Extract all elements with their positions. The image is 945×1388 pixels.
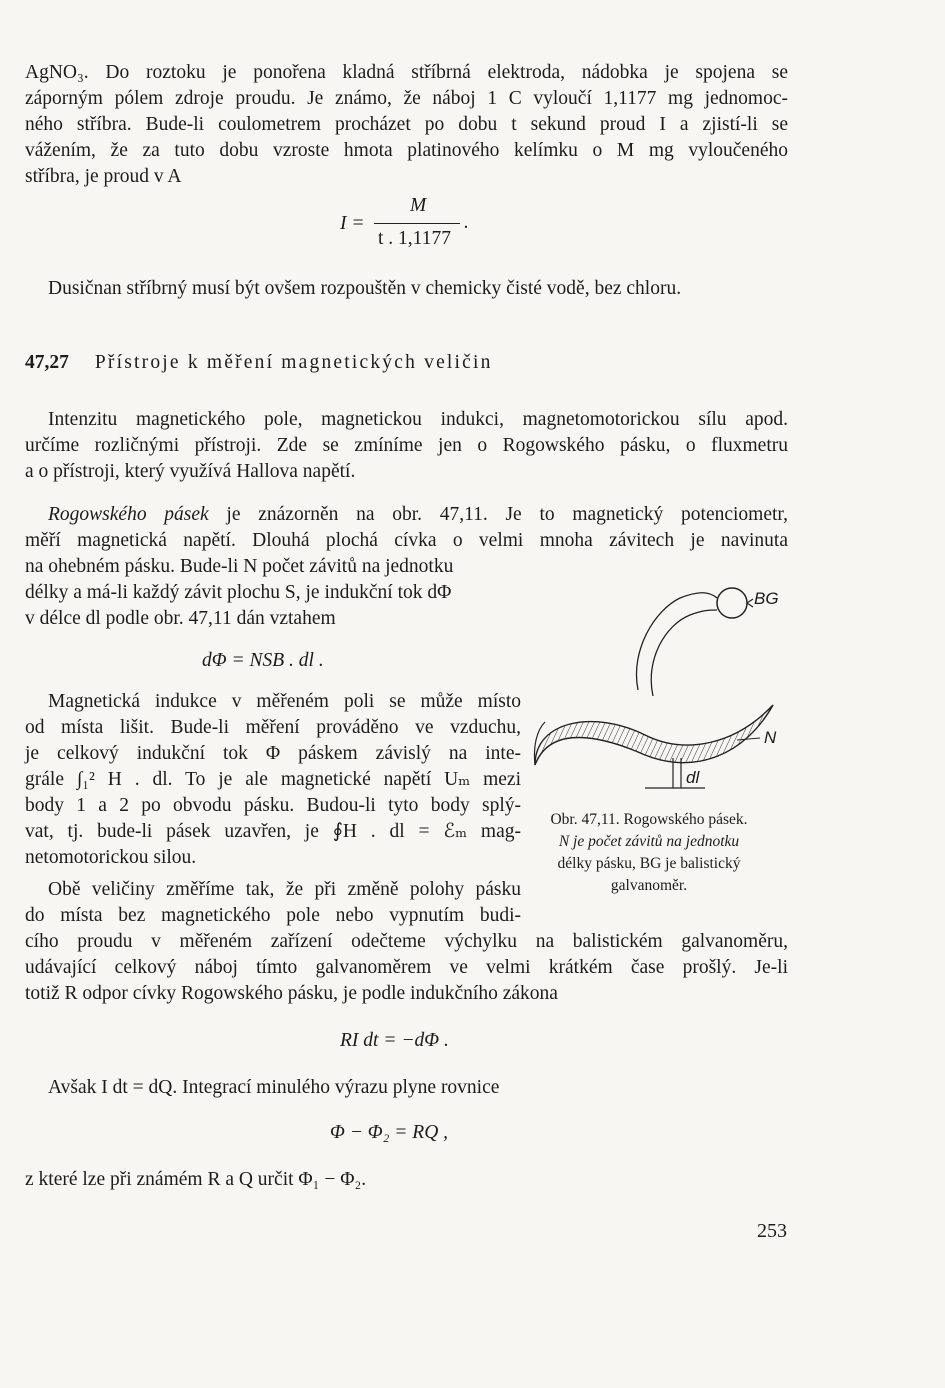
- figure-label-dl: dl: [686, 768, 700, 787]
- galvanometer-icon: [717, 588, 747, 618]
- figure-caption-line3: délky pásku, BG je balistický: [557, 855, 741, 872]
- para1-line2: záporným pólem zdroje proudu. Je známo, že náboj 1 C vyloučí 1,1177 mg jednomoc-: [25, 88, 788, 109]
- rogowski-figure: [505, 570, 795, 800]
- para6-line4: udávající celkový náboj tímto galvanoměrem ve velmi krátkém čase prošlý. Je-li: [25, 957, 788, 978]
- para3-line2: určíme rozličnými přístroji. Zde se zmíníme jen o Rogowského pásku, o fluxmetru: [25, 435, 788, 456]
- eq1-end: .: [464, 212, 469, 233]
- para4-line3: na ohebném pásku. Bude-li N počet závitů na jednotku: [25, 556, 454, 577]
- para2: Dusičnan stříbrný musí být ovšem rozpouštěn v chemicky čisté vodě, bez chloru.: [48, 278, 682, 299]
- para6-line1: Obě veličiny změříme tak, že při změně polohy pásku: [48, 879, 521, 900]
- para3-line3: a o přístroji, který využívá Hallova napětí.: [25, 461, 356, 482]
- para4-line5: v délce dl podle obr. 47,11 dán vztahem: [25, 608, 336, 629]
- para4-line1: [48, 502, 788, 528]
- figure-label-bg: BG: [754, 589, 779, 608]
- para6-line3: cího proudu v měřeném zařízení odečteme výchylku na balistickém galvanoměru,: [25, 931, 788, 952]
- page-number: 253: [757, 1220, 787, 1242]
- para1-line3: ného stříbra. Bude-li coulometrem procházet po dobu t sekund proud I a zjistí-li se: [25, 114, 788, 135]
- para4-line4: délky a má-li každý závit plochu S, je indukční tok dΦ: [25, 582, 452, 603]
- para4-line2: měří magnetická napětí. Dlouhá plochá cívka o velmi mnoha závitech je navinuta: [25, 530, 788, 551]
- para8: z které lze při známém R a Q určit Φ₁ − Φ₂.: [25, 1169, 367, 1190]
- figure-caption-line4: galvanoměr.: [610, 877, 688, 894]
- figure-label-n: N: [764, 728, 777, 747]
- para1-line4: vážením, že za tuto dobu vzroste hmota platinového kelímku o M mg vyloučeného: [25, 140, 788, 161]
- section-number: 47,27: [25, 352, 69, 373]
- para3-line1: Intenzitu magnetického pole, magnetickou indukci, magnetomotorickou sílu apod.: [48, 409, 788, 430]
- section-title: Přístroje k měření magnetických veličin: [94, 352, 493, 373]
- para7: Avšak I dt = dQ. Integrací minulého výrazu plyne rovnice: [48, 1077, 500, 1098]
- lead-wire-outer: [636, 593, 717, 690]
- eq1-fraction-bar: [374, 223, 460, 224]
- para1-line1: AgNO₃. Do roztoku je ponořena kladná stříbrná elektroda, nádobka je spojena se: [25, 62, 788, 83]
- para1-line5: stříbra, je proud v A: [25, 166, 182, 187]
- para5-line7: netomotorickou silou.: [25, 847, 197, 868]
- para5-line2: od místa lišit. Bude-li měření prováděno ve vzduchu,: [25, 717, 521, 738]
- para6-line5: totiž R odpor cívky Rogowského pásku, je podle indukčního zákona: [25, 983, 558, 1004]
- section-heading: [25, 352, 493, 374]
- lead-wire-inner: [651, 610, 717, 696]
- para5-line5: body 1 a 2 po obvodu pásku. Budou-li tyto body splý-: [25, 795, 521, 816]
- eq4: Φ − Φ₂ = RQ ,: [330, 1122, 449, 1143]
- para5-line4: grále ∫₁² H . dl. To je ale magnetické napětí Uₘ mezi: [25, 769, 521, 790]
- eq3: RI dt = −dΦ .: [340, 1030, 449, 1051]
- eq1-denominator: t . 1,1177: [378, 228, 451, 249]
- para4-line1-rest: je znázorněn na obr. 47,11. Je to magnetický potenciometr,: [208, 504, 789, 525]
- eq1-lhs: I =: [340, 213, 365, 234]
- eq1-numerator: M: [410, 195, 427, 216]
- eq2: dΦ = NSB . dl .: [202, 650, 324, 671]
- para4-italic-term: Rogowského pásek: [48, 504, 209, 525]
- rogowski-belt: [535, 705, 773, 765]
- para6-line2: do místa bez magnetického pole nebo vypnutím budi-: [25, 905, 521, 926]
- figure-caption-line1: Obr. 47,11. Rogowského pásek.: [550, 811, 748, 828]
- para5-line1: Magnetická indukce v měřeném poli se může místo: [48, 691, 521, 712]
- para5-line3: je celkový indukční tok Φ páskem závislý na inte-: [25, 743, 521, 764]
- para5-line6: vat, tj. bude-li pásek uzavřen, je ∮H . dl = ℰₘ mag-: [25, 821, 521, 842]
- figure-caption-line2: N je počet závitů na jednotku: [558, 833, 740, 850]
